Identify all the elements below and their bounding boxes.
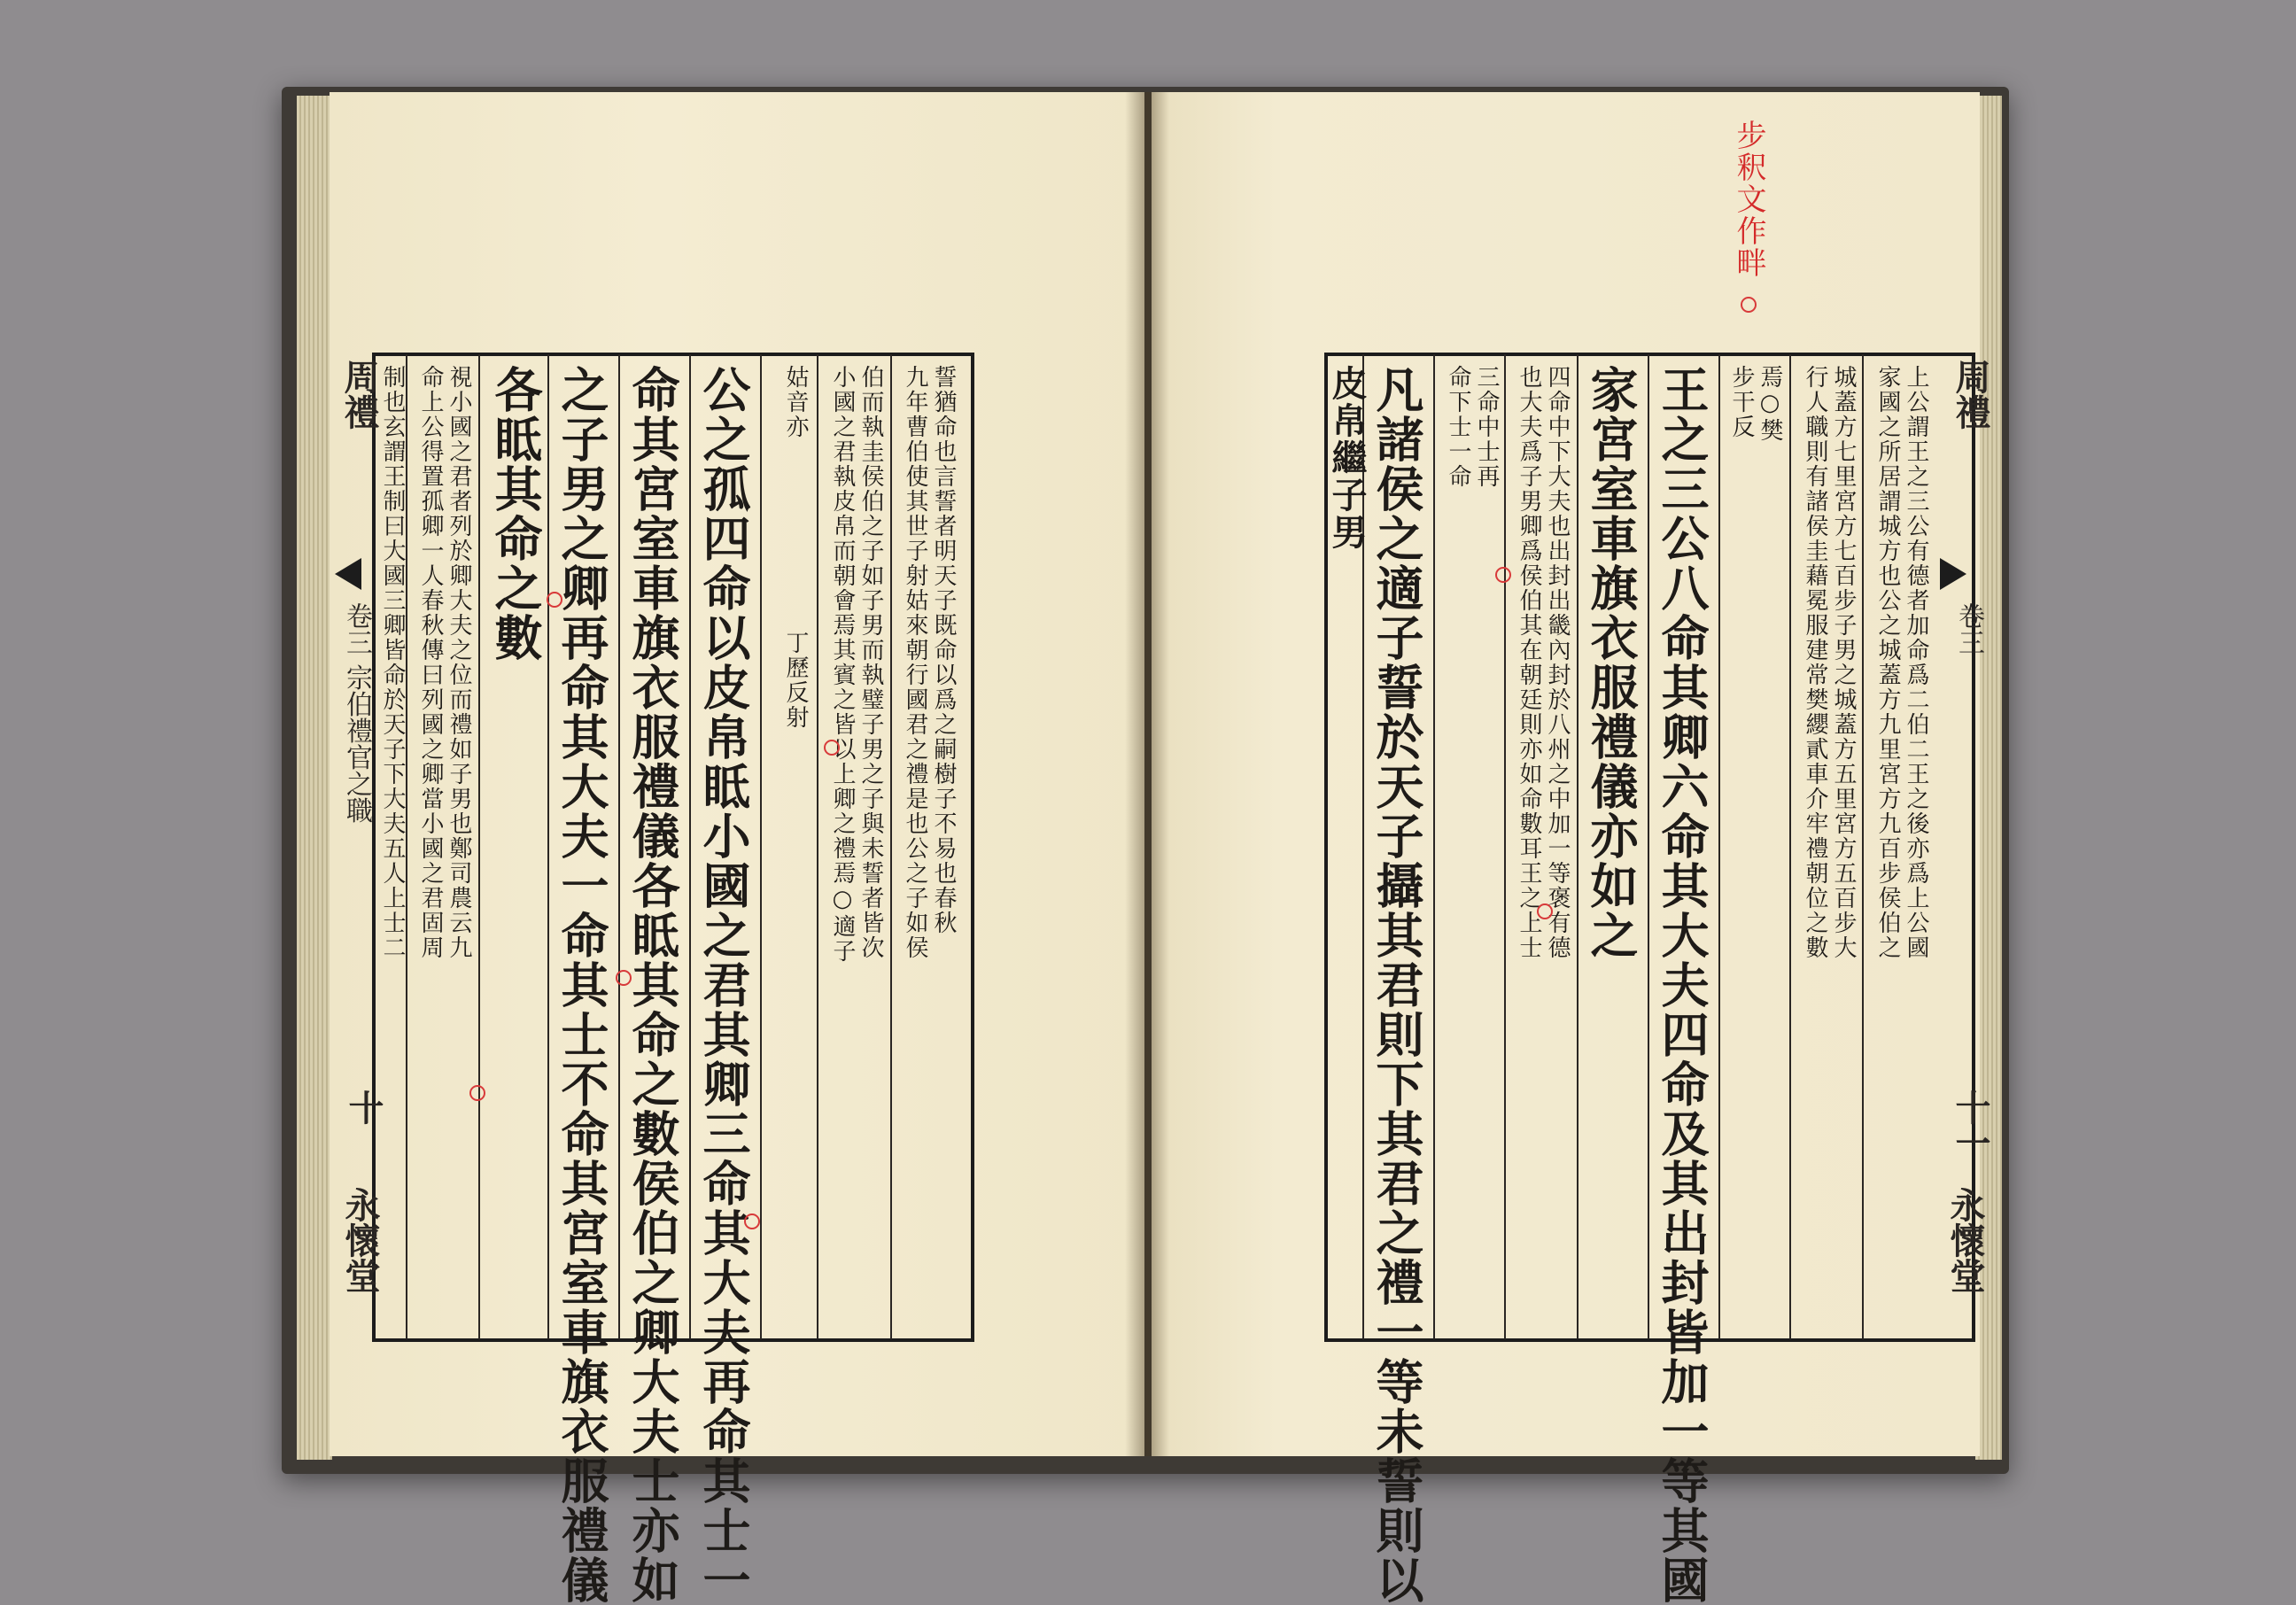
column-rule (1789, 354, 1791, 1339)
red-mark (547, 592, 562, 608)
right-margin-publisher: 永懷堂 (1944, 1187, 1986, 1293)
right-col-3b: 步干反 (1728, 365, 1755, 439)
red-mark (469, 1085, 485, 1101)
column-rule (817, 354, 818, 1339)
right-col-2b: 行人職則有諸侯圭藉冕服建常樊纓貳車介牢禮朝位之數 (1802, 365, 1828, 960)
right-main-col-1: 王之三公八命其卿六命其大夫四命及其出封皆加一等其國 (1654, 365, 1710, 1605)
right-col-6a: 四命中下大夫也出封出畿內封於八州之中加一等褒有德 (1544, 365, 1571, 960)
column-rule (1862, 354, 1864, 1339)
column-rule (689, 354, 691, 1339)
column-rule (547, 354, 549, 1339)
right-col-1a: 上公謂王之三公有德者加命爲二伯二王之後亦爲上公國 (1903, 365, 1929, 960)
column-rule (1433, 354, 1435, 1339)
left-margin-title: 周禮 (338, 359, 380, 430)
left-col-2b: 小國之君執皮帛而朝會焉其賓之皆以上卿之禮焉○適子 (829, 365, 856, 964)
red-mark (1741, 297, 1757, 313)
column-rule (478, 354, 480, 1339)
right-col-2a: 城蓋方七里宮方七百步子男之城蓋方五里宮方五百步大 (1830, 365, 1857, 960)
right-main-col-2: 家宮室車旗衣服禮儀亦如之 (1583, 365, 1640, 960)
left-margin-publisher: 永懷堂 (339, 1187, 381, 1293)
column-rule (890, 354, 892, 1339)
column-rule (1577, 354, 1578, 1339)
column-rule (760, 354, 762, 1339)
red-mark (616, 970, 632, 986)
column-rule (1648, 354, 1649, 1339)
left-col-1b: 九年曹伯使其世子射姑來朝行國君之禮是也公之子如侯 (902, 365, 928, 960)
left-margin-chapter: 卷三 宗伯禮官之職 (341, 602, 372, 824)
left-col-2a: 伯而執圭侯伯之子如子男而執璧子男之子與未誓者皆次 (857, 365, 884, 960)
red-mark (1537, 903, 1553, 919)
left-col-8b: 命上公得置孤卿一人春秋傳曰列國之卿當小國之君固周 (417, 365, 444, 960)
left-main-col-2: 命其宮室車旗衣服禮儀各眡其命之數侯伯之卿大夫士亦如 (624, 365, 681, 1605)
red-mark (744, 1213, 760, 1229)
right-margin-page-number: 十一 (1950, 1089, 1991, 1160)
column-rule (618, 354, 620, 1339)
red-mark (1495, 567, 1511, 583)
left-col-8a: 視小國之君者列於卿大夫之位而禮如子男也鄭司農云九 (446, 365, 472, 960)
right-col-1b: 家國之所居謂城方也公之城蓋方九里宮方九百步侯伯之 (1874, 365, 1901, 960)
right-margin-chapter: 卷三 (1953, 602, 1984, 655)
right-main-col-3: 凡諸侯之適子誓於天子攝其君則下其君之禮一等未誓則以 (1369, 365, 1425, 1605)
left-fishtail-mark (335, 558, 361, 590)
right-col-7a: 三命中士再 (1473, 365, 1500, 489)
left-col-1a: 誓猶命也言誓者明天子既命以爲之嗣樹子不易也春秋 (930, 365, 957, 935)
left-main-col-3: 之子男之卿再命其大夫一命其士不命其宮室車旗衣服禮儀 (554, 365, 610, 1605)
right-margin-title: 周禮 (1950, 359, 1991, 430)
left-main-col-4: 各眡其命之數 (487, 365, 544, 663)
column-rule (406, 354, 407, 1339)
left-main-col-1: 公之孤四命以皮帛眡小國之君其卿三命其大夫再命其士一 (695, 365, 752, 1605)
red-handwritten-note: 步釈文作畔 (1731, 120, 1766, 279)
right-fishtail-mark (1940, 558, 1966, 590)
right-col-7b: 命下士一命 (1445, 365, 1471, 489)
red-mark (824, 740, 840, 756)
book-gutter (1125, 92, 1169, 1456)
column-rule (1504, 354, 1506, 1339)
left-page-edges (297, 96, 332, 1460)
left-col-9a: 制也玄謂王制曰大國三卿皆命於天子下大夫五人上士二 (379, 365, 406, 960)
left-margin-page-number: 十 (343, 1089, 384, 1125)
right-col-6b: 也大夫爲子男卿爲侯伯其在朝廷則亦如命數耳王之上士 (1516, 365, 1542, 960)
left-col-3a: 姑音亦 (782, 365, 809, 439)
right-main-col-4: 皮帛繼子男 (1326, 365, 1368, 551)
column-rule (1718, 354, 1720, 1339)
right-col-3a: 焉○樊 (1757, 365, 1783, 443)
left-col-3b: 丁歷反射 (782, 631, 809, 730)
